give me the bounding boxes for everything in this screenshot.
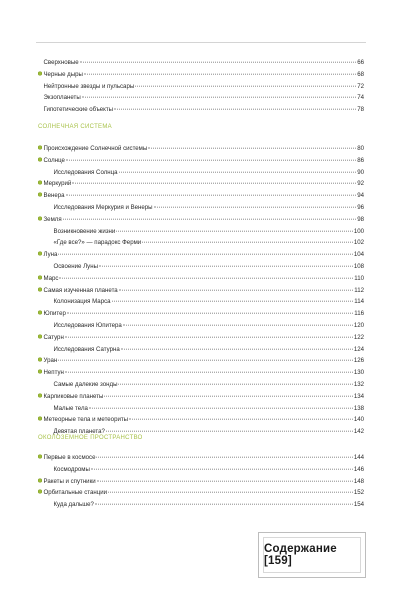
bullet-icon xyxy=(38,455,42,459)
dot-leader xyxy=(91,468,353,469)
toc-entry-label: Колонизация Марса xyxy=(53,298,111,306)
dot-leader xyxy=(119,289,354,290)
toc-entry-label: Куда дальше? xyxy=(53,501,94,509)
toc-entry-page: 126 xyxy=(353,357,364,365)
dot-leader xyxy=(148,148,356,149)
toc-entry-label: Космодромы xyxy=(53,465,90,473)
bullet-icon xyxy=(38,146,42,150)
toc-entry-label: Луна xyxy=(43,251,58,259)
dot-leader xyxy=(58,254,352,255)
toc-entry-label: Уран xyxy=(43,357,58,365)
toc-entry[interactable] xyxy=(38,92,364,104)
toc-entry-page: 154 xyxy=(353,501,364,509)
dot-leader xyxy=(97,480,353,481)
toc-entry-label: Возникновение жизни xyxy=(53,227,116,235)
dot-leader xyxy=(135,85,356,86)
dot-leader xyxy=(154,207,357,208)
toc-entry-page: 144 xyxy=(353,454,364,461)
dot-leader xyxy=(65,336,353,337)
toc-entry-page: 108 xyxy=(353,262,364,270)
toc-entry-label: Освоение Луны xyxy=(53,262,98,270)
toc-entry-label: «Где все?» — парадокс Ферми xyxy=(53,239,142,247)
toc-entry-label: Марс xyxy=(43,274,59,282)
toc-entry[interactable] xyxy=(38,81,364,93)
dot-leader xyxy=(72,183,356,184)
toc-entry-page: 120 xyxy=(353,321,364,329)
bullet-icon xyxy=(38,370,42,374)
toc-entry[interactable] xyxy=(38,355,364,367)
bullet-icon xyxy=(38,157,42,161)
bullet-icon xyxy=(38,181,42,185)
toc-entry-page: 140 xyxy=(353,416,364,424)
dot-leader xyxy=(114,109,356,110)
toc-entry-page: 134 xyxy=(353,392,364,400)
bullet-icon xyxy=(38,216,42,220)
bullet-icon xyxy=(38,417,42,421)
toc-entry-label: Юпитер xyxy=(43,310,66,318)
toc-entry-label: Земля xyxy=(43,215,62,223)
toc-entry-page: 116 xyxy=(354,310,364,318)
dot-leader xyxy=(95,504,353,505)
toc-entry-page: 100 xyxy=(353,227,364,235)
toc-entry-label: Исследования Юпитера xyxy=(53,321,122,329)
toc-entry[interactable] xyxy=(38,487,364,499)
toc-list xyxy=(38,143,364,438)
toc-entry-label: Исследования Меркурия и Венеры xyxy=(53,203,153,211)
dot-leader xyxy=(67,313,353,314)
toc-entry-page: 102 xyxy=(353,239,364,247)
dot-leader xyxy=(84,73,356,74)
toc-entry[interactable] xyxy=(38,69,364,81)
dot-leader xyxy=(63,218,357,219)
dot-leader xyxy=(66,159,356,160)
dot-leader xyxy=(65,372,353,373)
toc-entry[interactable] xyxy=(38,320,364,332)
toc-entry[interactable] xyxy=(38,464,364,476)
toc-entry-page: 92 xyxy=(357,180,364,188)
toc-list xyxy=(38,57,364,116)
toc-entry[interactable] xyxy=(38,285,364,297)
toc-entry-page: 66 xyxy=(357,59,364,66)
section-heading-near-earth-space: ОКОЛОЗЕМНОЕ ПРОСТРАНСТВО xyxy=(38,435,143,441)
toc-entry[interactable] xyxy=(38,273,364,285)
toc-entry[interactable] xyxy=(38,143,364,155)
toc-entry[interactable] xyxy=(38,452,364,464)
toc-entry-label: Сверхновые xyxy=(43,59,79,66)
dot-leader xyxy=(129,419,353,420)
toc-entry-page: 146 xyxy=(353,465,364,473)
toc-entry-page: 142 xyxy=(353,428,364,436)
bullet-icon xyxy=(38,478,42,482)
toc-entry-page: 114 xyxy=(354,298,364,306)
dot-leader xyxy=(82,97,357,98)
toc-entry[interactable] xyxy=(38,332,364,344)
dot-leader xyxy=(121,348,353,349)
toc-entry[interactable] xyxy=(38,237,364,249)
toc-entry[interactable] xyxy=(38,403,364,415)
toc-entry-label: Самые далекие зонды xyxy=(53,380,118,388)
toc-entry-page: 112 xyxy=(354,286,364,294)
toc-entry[interactable] xyxy=(38,57,364,69)
toc-entry-page: 110 xyxy=(354,274,364,282)
page-footer-inner xyxy=(263,537,361,573)
toc-entry-label: Девятая планета? xyxy=(53,428,105,436)
dot-leader xyxy=(142,242,353,243)
toc-entry[interactable] xyxy=(38,249,364,261)
toc-entry-page: 132 xyxy=(353,380,364,388)
toc-entry[interactable] xyxy=(38,261,364,273)
toc-entry-page: 98 xyxy=(357,215,364,223)
toc-entry-label: Меркурий xyxy=(43,180,72,188)
toc-entry-page: 124 xyxy=(353,345,364,353)
toc-entry[interactable] xyxy=(38,308,364,320)
toc-entry[interactable] xyxy=(38,190,364,202)
toc-entry-page: 86 xyxy=(357,156,364,164)
dot-leader xyxy=(89,407,353,408)
toc-entry[interactable] xyxy=(38,155,364,167)
toc-entry-label: Самая изученная планета xyxy=(43,286,118,294)
toc-entry-label: Венера xyxy=(43,192,65,200)
toc-entry-label: Нейтронные звезды и пульсары xyxy=(43,82,135,90)
dot-leader xyxy=(119,171,357,172)
dot-leader xyxy=(58,360,353,361)
toc-entry-label: Солнце xyxy=(43,156,65,164)
toc-entry[interactable] xyxy=(38,499,364,511)
bullet-icon xyxy=(38,358,42,362)
toc-entry-page: 148 xyxy=(353,477,364,485)
toc-entry-label: Первые в космосе xyxy=(43,454,96,461)
dot-leader xyxy=(108,492,353,493)
toc-entry[interactable] xyxy=(38,202,364,214)
toc-entry[interactable] xyxy=(38,344,364,356)
toc-list xyxy=(38,452,364,511)
toc-entry-page: 122 xyxy=(353,333,364,341)
toc-entry-label: Нептун xyxy=(43,369,64,377)
toc-entry-page: 152 xyxy=(353,489,364,497)
toc-entry-label: Происхождение Солнечной системы xyxy=(43,145,148,152)
toc-entry-label: Метеорные тела и метеориты xyxy=(43,416,129,424)
dot-leader xyxy=(96,457,352,458)
toc-section-near-earth-space xyxy=(38,452,364,511)
toc-entry-page: 72 xyxy=(357,82,364,90)
toc-entry-page: 80 xyxy=(357,145,364,152)
toc-entry[interactable] xyxy=(38,104,364,116)
dot-leader xyxy=(106,431,353,432)
toc-entry-label: Исследования Солнца xyxy=(53,168,118,176)
toc-entry[interactable] xyxy=(38,379,364,391)
dot-leader xyxy=(59,277,353,278)
bullet-icon xyxy=(38,275,42,279)
toc-entry-page: 90 xyxy=(357,168,364,176)
page-footer-box xyxy=(258,532,366,578)
toc-entry-label: Исследования Сатурна xyxy=(53,345,120,353)
toc-entry[interactable] xyxy=(38,367,364,379)
toc-entry[interactable] xyxy=(38,178,364,190)
toc-entry[interactable] xyxy=(38,414,364,426)
toc-entry-page: 138 xyxy=(353,404,364,412)
section-heading-solar-system: СОЛНЕЧНАЯ СИСТЕМА xyxy=(38,124,112,130)
toc-entry[interactable] xyxy=(38,391,364,403)
bullet-icon xyxy=(38,393,42,397)
toc-entry-label: Карликовые планеты xyxy=(43,392,104,400)
toc-entry-page: 96 xyxy=(357,203,364,211)
page-footer-title: Содержание [159] xyxy=(264,543,337,567)
toc-entry-label: Ракеты и спутники xyxy=(43,477,96,485)
toc-entry-page: 94 xyxy=(357,192,364,200)
toc-entry-page: 104 xyxy=(353,251,364,259)
toc-section-stars xyxy=(38,57,364,116)
toc-entry-label: Гипотетические объекты xyxy=(43,106,114,114)
toc-entry[interactable] xyxy=(38,296,364,308)
bullet-icon xyxy=(38,193,42,197)
dot-leader xyxy=(123,325,353,326)
toc-entry-label: Сатурн xyxy=(43,333,64,341)
toc-entry-label: Орбитальные станции xyxy=(43,489,108,497)
bullet-icon xyxy=(38,311,42,315)
bullet-icon xyxy=(38,334,42,338)
dot-leader xyxy=(66,195,357,196)
bullet-icon xyxy=(38,71,42,75)
top-rule xyxy=(36,42,366,43)
dot-leader xyxy=(104,395,352,396)
dot-leader xyxy=(118,384,352,385)
bullet-icon xyxy=(38,252,42,256)
toc-entry-page: 68 xyxy=(357,70,364,78)
toc-entry[interactable] xyxy=(38,167,364,179)
toc-entry[interactable] xyxy=(38,214,364,226)
toc-section-solar-system xyxy=(38,143,364,438)
bullet-icon xyxy=(38,287,42,291)
toc-entry[interactable] xyxy=(38,226,364,238)
toc-entry-page: 78 xyxy=(357,106,364,114)
dot-leader xyxy=(116,230,353,231)
toc-entry-label: Экзопланеты xyxy=(43,94,81,102)
dot-leader xyxy=(80,62,357,63)
dot-leader xyxy=(99,266,353,267)
toc-entry-page: 74 xyxy=(357,94,364,102)
bullet-icon xyxy=(38,490,42,494)
toc-entry-page: 130 xyxy=(353,369,364,377)
toc-entry[interactable] xyxy=(38,476,364,488)
toc-entry-label: Малые тела xyxy=(53,404,88,412)
toc-entry-label: Черные дыры xyxy=(43,70,83,78)
dot-leader xyxy=(112,301,354,302)
